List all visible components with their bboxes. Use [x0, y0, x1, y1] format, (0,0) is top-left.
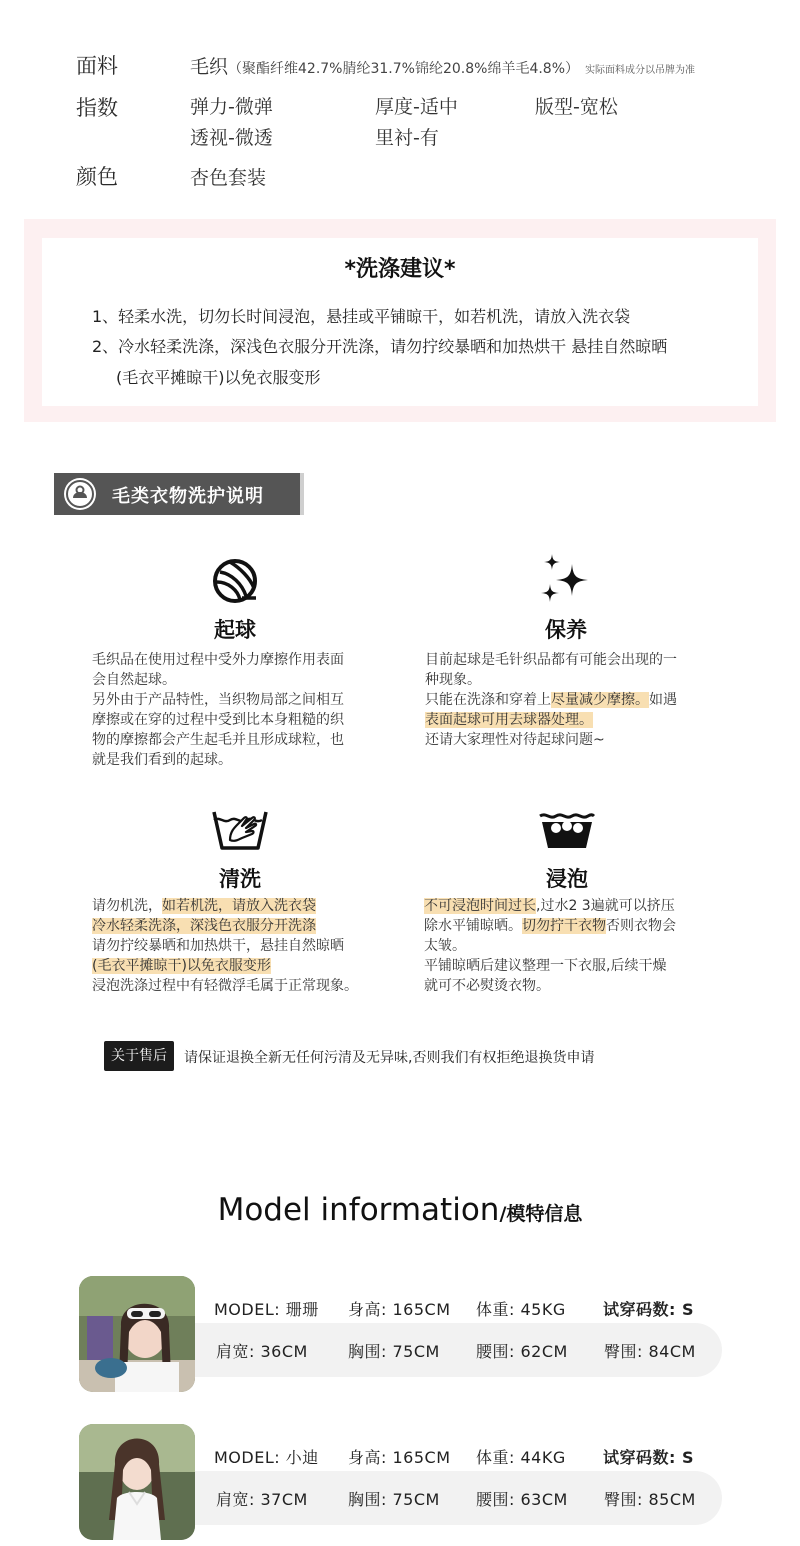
care-guide-header [54, 473, 304, 515]
fabric-note: 实际面料成分以吊牌为准 [585, 65, 696, 76]
model-1-hip: 臀围: 84CM [604, 1342, 696, 1361]
soak-highlight-1: 不可浸泡时间过长 [424, 898, 536, 914]
maintain-highlight-2: 表面起球可用去球器处理。 [425, 712, 593, 728]
model-2-height: 身高: 165CM [348, 1448, 451, 1467]
clean-highlight-3: (毛衣平摊晾干)以免衣服变形 [92, 958, 271, 974]
wash-advice-line-2: 2、冷水轻柔洗涤，深浅色衣服分开洗涤，请勿拧绞暴晒和加热烘干 悬挂自然晾晒 [92, 337, 668, 356]
model-1-name: MODEL: 珊珊 [214, 1300, 319, 1319]
model-2-size: 试穿码数: S [603, 1448, 695, 1467]
fabric-detail: （聚酯纤维42.7%腈纶31.7%锦纶20.8%绵羊毛4.8%） [228, 61, 580, 77]
pilling-text: 毛织品在使用过程中受外力摩擦作用表面 会自然起球。 另外由于产品特性，当织物局部之间相互 摩擦或在穿的过程中受到比本身粗糙的织 物的摩擦都会产生起毛并且形成球粒，也 就是我们看到的起球。 [92, 652, 344, 768]
model-2-shoulder: 肩宽: 37CM [216, 1490, 308, 1509]
wash-advice-title: *洗涤建议* [344, 257, 456, 282]
after-sales-text: 请保证退换全新无任何污清及无异味,否则我们有权拒绝退换货申请 [184, 1050, 595, 1066]
fabric-label: 面料 [76, 54, 118, 78]
model-info-title: Model information/模特信息 [217, 1192, 583, 1228]
wool-emblem-icon [64, 478, 96, 510]
clean-title: 清洗 [219, 867, 261, 891]
model-2-hip: 臀围: 85CM [604, 1490, 696, 1509]
model-2-photo [79, 1424, 195, 1540]
model-1-height: 身高: 165CM [348, 1300, 451, 1319]
spec-table [0, 0, 800, 200]
yarn-ball-icon [212, 558, 258, 604]
clean-text: 请勿机洗，如若机洗，请放入洗衣袋 冷水轻柔洗涤，深浅色衣服分开洗涤 请勿拧绞暴晒和加热烘干，悬挂自然晾晒 (毛衣平摊晾干)以免衣服变形 浸泡洗涤过程中有轻微浮毛属于正常现象。 [92, 898, 358, 994]
sparkle-icon [538, 552, 594, 608]
index-transparency: 透视-微透 [190, 127, 273, 149]
soak-basin-icon [538, 810, 596, 850]
maintain-title: 保养 [545, 618, 587, 642]
model-2-weight: 体重: 44KG [476, 1448, 566, 1467]
clean-highlight-2: 冷水轻柔洗涤，深浅色衣服分开洗涤 [92, 918, 316, 934]
model-1-photo [79, 1276, 195, 1392]
soak-highlight-2: 切勿拧干衣物 [522, 918, 606, 934]
pilling-title: 起球 [214, 618, 256, 642]
model-1-chest: 胸围: 75CM [348, 1342, 440, 1361]
soak-text: 不可浸泡时间过长,过水2 3遍就可以挤压 除水平铺晾晒。切勿拧干衣物否则衣物会 太皱。 平铺晾晒后建议整理一下衣服,后续干燥 就可不必熨烫衣物。 [424, 898, 676, 994]
model-photo-image [79, 1424, 195, 1540]
model-1-weight: 体重: 45KG [476, 1300, 566, 1319]
color-value: 杏色套装 [190, 167, 267, 189]
soak-title: 浸泡 [546, 867, 588, 891]
wash-advice-line-1: 1、轻柔水洗，切勿长时间浸泡，悬挂或平铺晾干，如若机洗，请放入洗衣袋 [92, 307, 631, 326]
model-2-chest: 胸围: 75CM [348, 1490, 440, 1509]
maintain-highlight-1: 尽量减少摩擦。 [551, 692, 649, 708]
hand-wash-icon [210, 806, 270, 852]
index-lining: 里衬-有 [375, 127, 439, 149]
model-photo-image [79, 1276, 195, 1392]
index-fit: 版型-宽松 [535, 96, 618, 118]
care-guide-title: 毛类衣物洗护说明 [112, 486, 264, 507]
index-label: 指数 [76, 96, 118, 120]
fabric-main: 毛织（聚酯纤维42.7%腈纶31.7%锦纶20.8%绵羊毛4.8%） 实际面料成分以吊牌为准 [190, 56, 696, 78]
model-1-waist: 腰围: 62CM [476, 1342, 568, 1361]
index-thickness: 厚度-适中 [375, 96, 458, 118]
clean-highlight-1: 如若机洗，请放入洗衣袋 [162, 898, 316, 914]
wash-advice-line-3: (毛衣平摊晾干)以免衣服变形 [116, 368, 321, 387]
maintain-text: 目前起球是毛针织品都有可能会出现的一 种现象。 只能在洗涤和穿着上尽量减少摩擦。如遇 表面起球可用去球器处理。 还请大家理性对待起球问题~ [425, 652, 677, 748]
model-1-size: 试穿码数: S [603, 1300, 695, 1319]
model-2-name: MODEL: 小迪 [214, 1448, 319, 1467]
model-1-shoulder: 肩宽: 36CM [216, 1342, 308, 1361]
model-2-waist: 腰围: 63CM [476, 1490, 568, 1509]
after-sales-tag: 关于售后 [104, 1041, 174, 1071]
color-label: 颜色 [76, 165, 118, 189]
index-elasticity: 弹力-微弹 [190, 96, 273, 118]
